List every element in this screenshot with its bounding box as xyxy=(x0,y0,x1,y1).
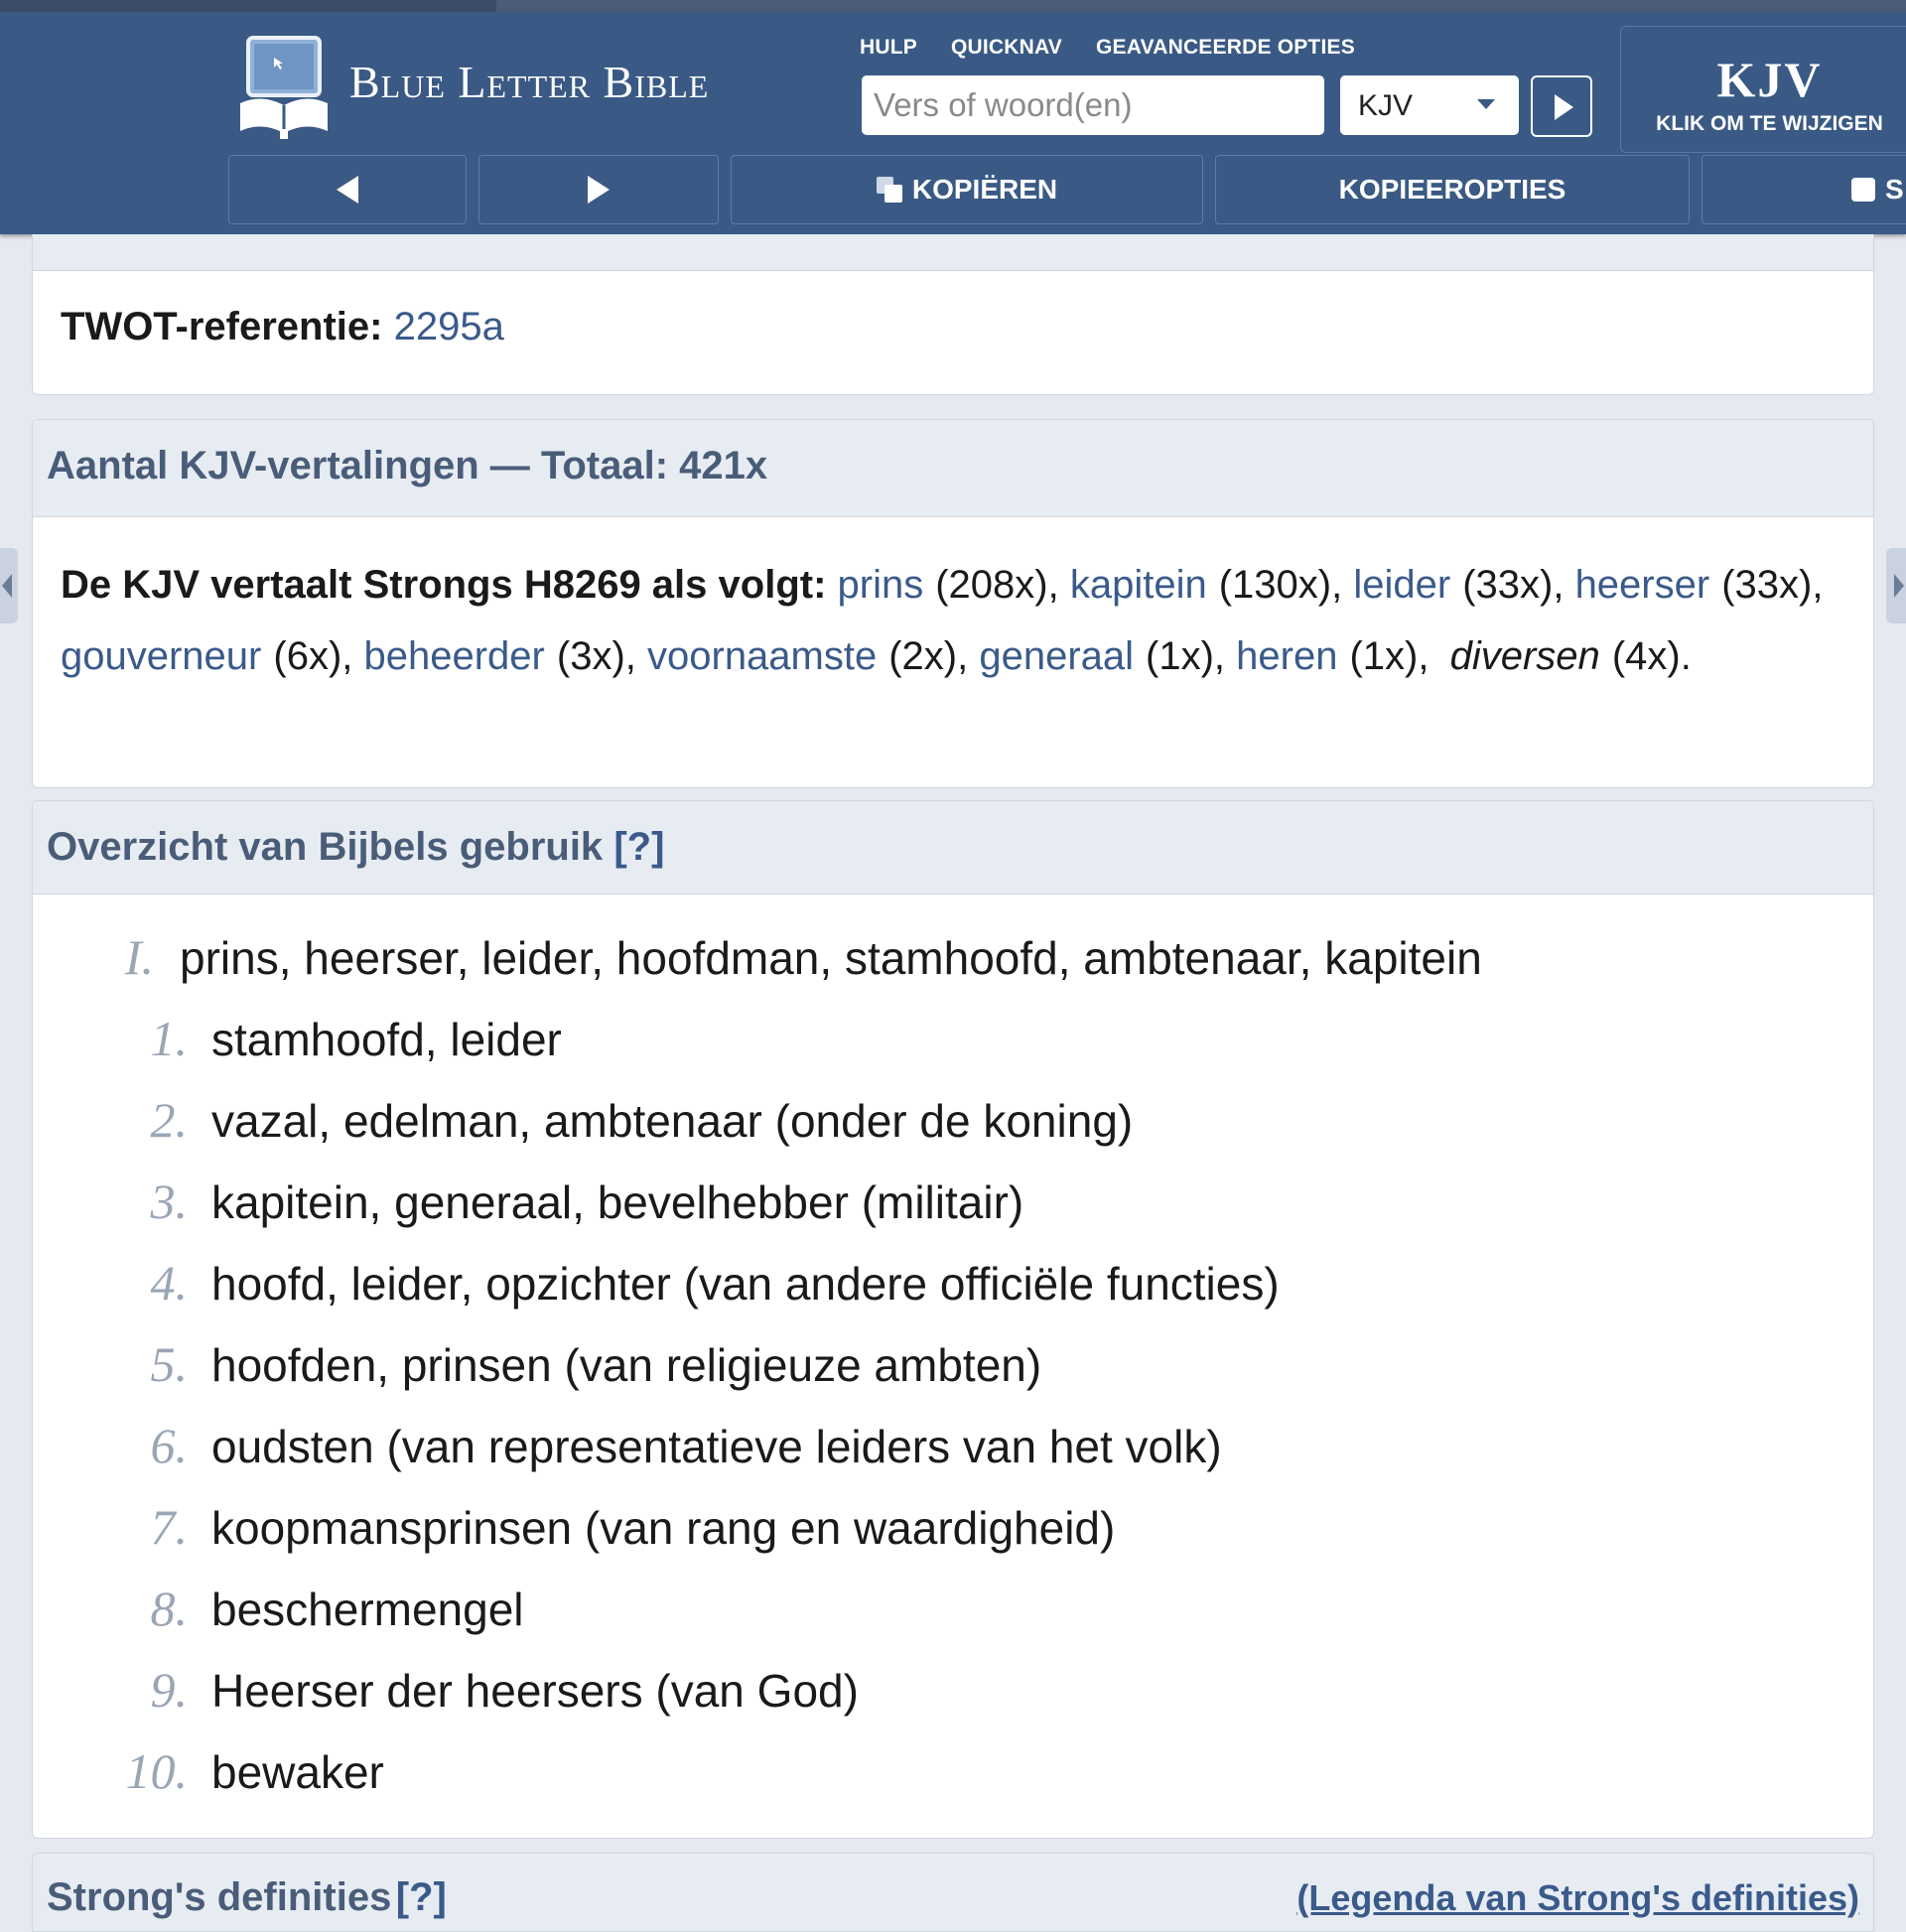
translation-word[interactable]: leider xyxy=(1353,563,1451,607)
site-header xyxy=(0,12,1906,234)
arrow-right-icon xyxy=(588,176,610,204)
copy-options-button[interactable] xyxy=(1215,155,1690,224)
usage-item-num: 10. xyxy=(125,1743,188,1799)
chevron-down-icon xyxy=(1477,99,1495,109)
usage-item-text: stamhoofd, leider xyxy=(211,1014,562,1065)
usage-outline-list xyxy=(33,895,1873,1824)
kjv-translations-title: Aantal KJV-vertalingen — Totaal: 421x xyxy=(33,420,1873,517)
usage-outline-panel xyxy=(32,800,1874,1839)
twot-link[interactable]: 2295a xyxy=(393,305,504,348)
usage-item-num: 4. xyxy=(150,1255,188,1311)
copy-button[interactable] xyxy=(731,155,1203,224)
usage-item-num: 5. xyxy=(150,1336,188,1392)
nav-help[interactable]: HULP xyxy=(860,36,917,59)
translation-count: (2x), xyxy=(888,634,969,678)
translation-count: (130x), xyxy=(1218,563,1343,607)
strongs-legend-link[interactable]: (Legenda van Strong's definities) xyxy=(1296,1877,1859,1918)
translation-count: (208x), xyxy=(935,563,1059,607)
usage-item xyxy=(33,1010,1873,1091)
twot-panel xyxy=(32,234,1874,395)
twot-panel-head xyxy=(33,234,1873,271)
arrow-left-icon xyxy=(337,176,358,204)
version-switcher[interactable] xyxy=(1620,26,1906,153)
next-side-tab[interactable] xyxy=(1886,548,1906,623)
strongs-definitions-head xyxy=(32,1853,1874,1932)
usage-item-num: 8. xyxy=(150,1581,188,1636)
usage-item-text: kapitein, generaal, bevelhebber (militair) xyxy=(211,1176,1024,1228)
translation-word[interactable]: gouverneur xyxy=(61,634,262,678)
version-select[interactable] xyxy=(1340,75,1519,135)
usage-item-text: vazal, edelman, ambtenaar (onder de koning) xyxy=(211,1095,1134,1147)
twot-reference xyxy=(33,271,1873,383)
copy-icon xyxy=(877,177,902,203)
top-nav xyxy=(860,36,1355,60)
nav-advanced-options[interactable]: GEAVANCEERDE OPTIES xyxy=(1096,36,1355,59)
nav-quicknav[interactable]: QUICKNAV xyxy=(950,36,1063,59)
usage-item-text: hoofden, prinsen (van religieuze ambten) xyxy=(211,1339,1042,1391)
version-selected-label: KJV xyxy=(1358,89,1414,122)
translation-word[interactable]: voornaamste xyxy=(647,634,878,678)
search-input[interactable] xyxy=(862,75,1324,135)
translation-word[interactable]: generaal xyxy=(979,634,1135,678)
strongs-help-link[interactable]: [?] xyxy=(395,1875,447,1919)
usage-item xyxy=(33,1661,1873,1742)
usage-item xyxy=(33,1254,1873,1335)
translation-count: (4x). xyxy=(1611,634,1692,678)
translations-intro: De KJV vertaalt Strongs H8269 als volgt: xyxy=(61,563,827,607)
translation-count: (33x), xyxy=(1462,563,1565,607)
usage-item-text: koopmansprinsen (van rang en waardigheid) xyxy=(211,1502,1116,1554)
usage-item xyxy=(33,1417,1873,1498)
translation-word: diversen xyxy=(1449,634,1600,678)
usage-outline-title: Overzicht van Bijbels gebruik xyxy=(47,825,604,869)
kjv-translations-body xyxy=(33,517,1873,692)
translation-word[interactable]: beheerder xyxy=(363,634,545,678)
translation-word[interactable]: heren xyxy=(1236,634,1338,678)
translation-word[interactable]: kapitein xyxy=(1069,563,1207,607)
toolbar-extra-button[interactable] xyxy=(1702,155,1906,224)
usage-item-text: bewaker xyxy=(211,1746,384,1798)
usage-item-num: 1. xyxy=(150,1011,188,1066)
usage-item-text: oudsten (van representatieve leiders van het volk) xyxy=(211,1421,1222,1472)
usage-item-num: 3. xyxy=(150,1173,188,1229)
usage-main-text: prins, heerser, leider, hoofdman, stamhoofd, ambtenaar, kapitein xyxy=(180,932,1482,984)
browser-tab xyxy=(496,0,1906,12)
translation-count: (6x), xyxy=(273,634,353,678)
version-switch-label: KLIK OM TE WIJZIGEN xyxy=(1656,112,1883,135)
version-name: KJV xyxy=(1716,52,1823,107)
usage-item xyxy=(33,1335,1873,1417)
translation-word[interactable]: heerser xyxy=(1574,563,1710,607)
usage-item-text: Heerser der heersers (van God) xyxy=(211,1665,859,1717)
usage-item-num: 9. xyxy=(150,1662,188,1718)
prev-side-tab[interactable] xyxy=(0,548,18,623)
previous-button[interactable] xyxy=(228,155,467,224)
usage-item-text: beschermengel xyxy=(211,1584,524,1635)
browser-strip xyxy=(0,0,1906,12)
brand-name[interactable]: Blue Letter Bible xyxy=(349,57,710,107)
usage-item xyxy=(33,1580,1873,1661)
usage-item-num: 7. xyxy=(150,1499,188,1555)
next-button[interactable] xyxy=(478,155,719,224)
search-go-button[interactable] xyxy=(1531,75,1592,137)
translation-count: (1x), xyxy=(1146,634,1226,678)
usage-item-num: 6. xyxy=(150,1418,188,1473)
checkbox-icon xyxy=(1851,178,1875,202)
copy-label: KOPIËREN xyxy=(911,174,1058,205)
bible-logo-icon[interactable] xyxy=(234,32,334,141)
usage-item xyxy=(33,1173,1873,1254)
translation-count: (1x), xyxy=(1349,634,1430,678)
usage-item xyxy=(33,1091,1873,1173)
usage-item xyxy=(33,1742,1873,1824)
usage-item-text: hoofd, leider, opzichter (van andere officiële functies) xyxy=(211,1258,1280,1310)
usage-main-num: I. xyxy=(124,929,154,985)
usage-item xyxy=(33,1498,1873,1580)
usage-main-item xyxy=(33,928,1873,1010)
copy-options-label: KOPIEEROPTIES xyxy=(1338,174,1566,205)
twot-label: TWOT-referentie: xyxy=(61,305,383,348)
usage-outline-head xyxy=(33,801,1873,895)
translation-count: (33x), xyxy=(1721,563,1824,607)
usage-item-num: 2. xyxy=(150,1092,188,1148)
strongs-title: Strong's definities xyxy=(47,1875,392,1919)
toolbar-extra-label: S xyxy=(1885,174,1904,205)
translation-count: (3x), xyxy=(556,634,636,678)
usage-help-link[interactable]: [?] xyxy=(613,825,665,869)
translation-word[interactable]: prins xyxy=(837,563,924,607)
kjv-translations-panel xyxy=(32,419,1874,788)
